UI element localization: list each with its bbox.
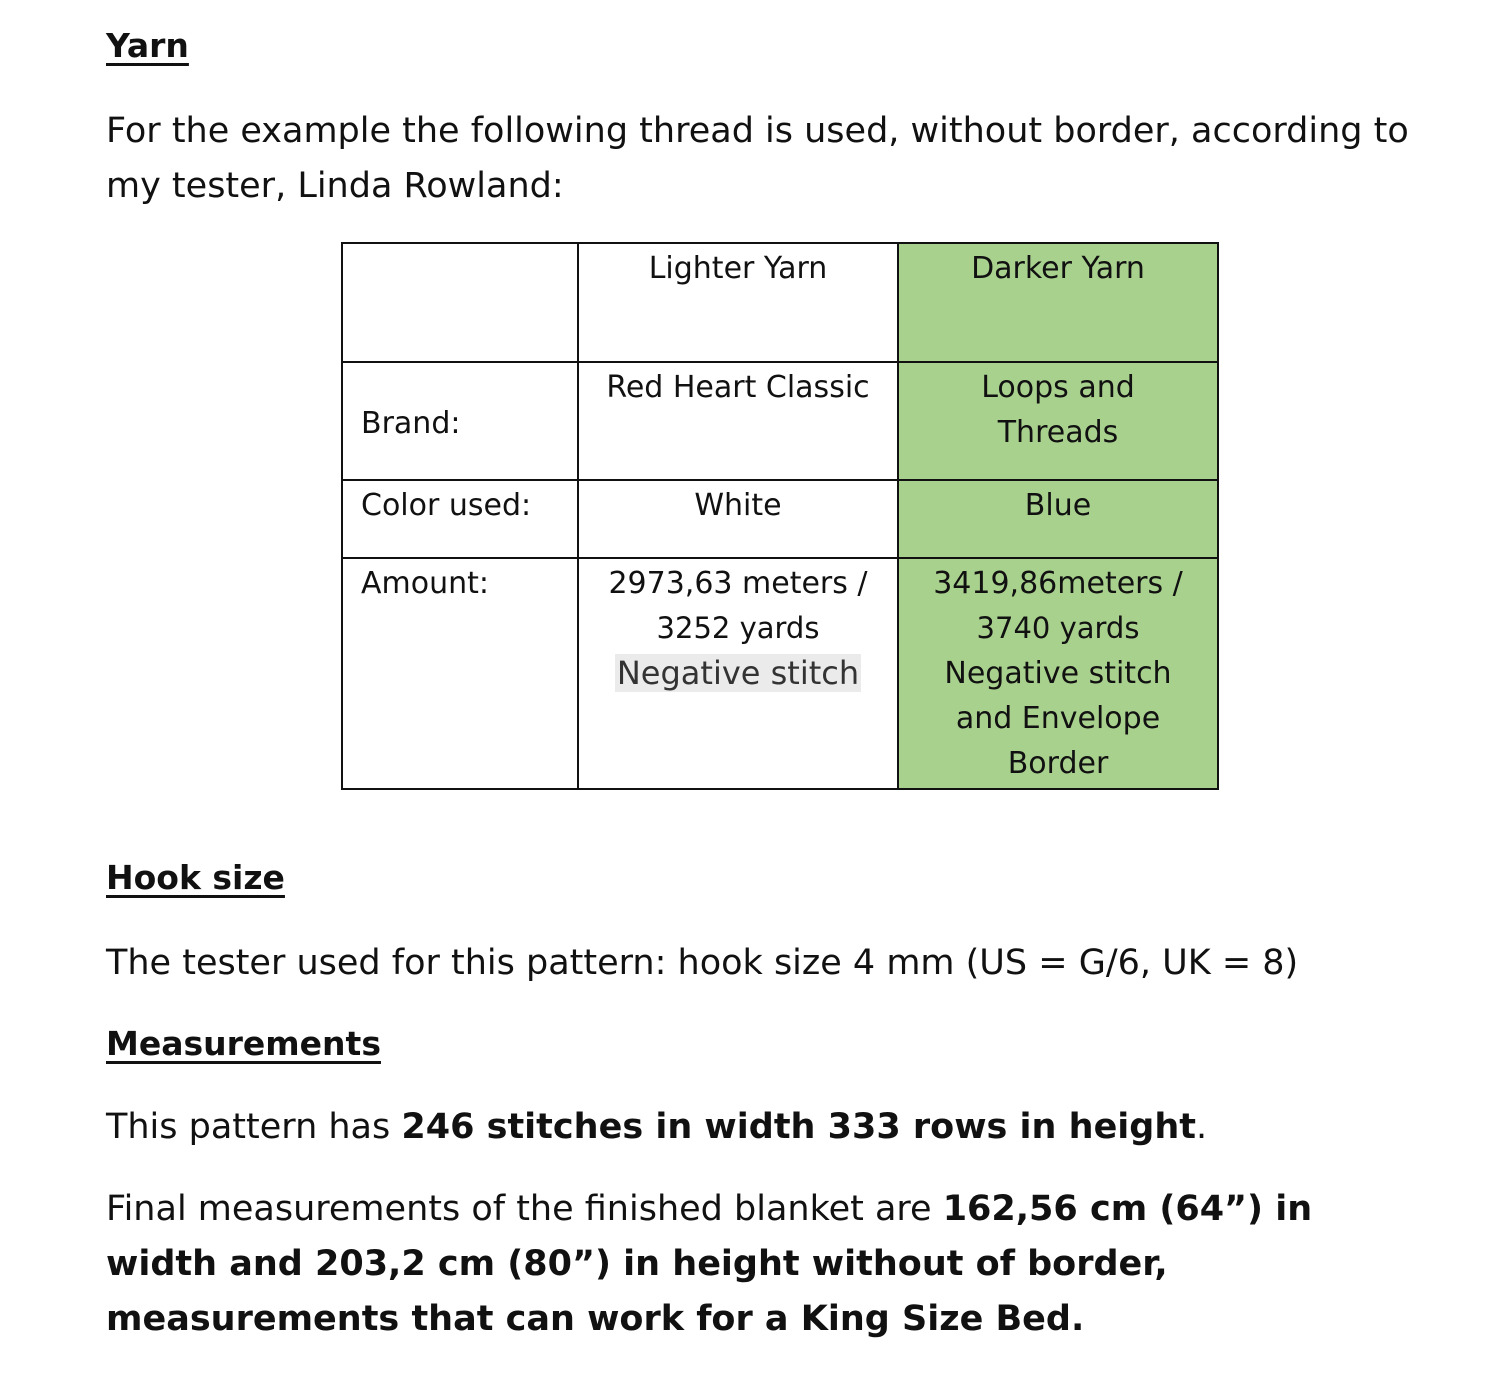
amount-darker-line2: 3740 yards [976, 611, 1140, 645]
yarn-table [341, 242, 1219, 790]
final-prefix: Final measurements of the finished blanket are [106, 1189, 943, 1229]
table-header-row [342, 243, 1218, 362]
table-row-brand [342, 362, 1218, 480]
lighter-yarn-label: Lighter Yarn [648, 251, 828, 286]
brand-darker-line2: Threads [997, 415, 1119, 450]
amount-lighter-cell [578, 558, 898, 789]
brand-label-cell [342, 362, 578, 480]
measurements-heading: Measurements [106, 1024, 381, 1063]
table-header-lighter [578, 243, 898, 362]
hook-size-heading: Hook size [106, 858, 285, 897]
amount-lighter-note: Negative stitch [616, 654, 860, 692]
color-label: Color used: [361, 488, 532, 523]
stitches-paragraph [106, 1100, 1416, 1155]
amount-label: Amount: [361, 566, 489, 601]
color-lighter-value: White [694, 488, 782, 523]
amount-darker-cell [898, 558, 1218, 789]
brand-darker-line1: Loops and [981, 370, 1135, 405]
amount-darker-note1: Negative stitch [944, 656, 1172, 691]
stitches-prefix: This pattern has [106, 1107, 402, 1147]
yarn-intro-text: For the example the following thread is used, without border, according to my tester, Linda Rowland: [106, 111, 1409, 206]
color-label-cell [342, 480, 578, 558]
amount-lighter-line2: 3252 yards [656, 611, 820, 645]
brand-lighter-value: Red Heart Classic [606, 370, 870, 405]
final-bold: 162,56 cm (64”) in width and 203,2 cm (80”) in height without of border, measurements that can work for a King Size Bed. [106, 1189, 1313, 1339]
brand-lighter-cell [578, 362, 898, 480]
table-row-amount [342, 558, 1218, 789]
color-lighter-cell [578, 480, 898, 558]
yarn-heading: Yarn [106, 26, 189, 65]
amount-darker-line1: 3419,86meters / [933, 566, 1183, 601]
stitches-suffix: . [1196, 1107, 1208, 1147]
amount-label-cell [342, 558, 578, 789]
amount-darker-note2: and Envelope [955, 701, 1161, 736]
table-row-color [342, 480, 1218, 558]
amount-darker-note3: Border [1007, 746, 1109, 781]
stitches-bold: 246 stitches in width 333 rows in height [401, 1107, 1197, 1147]
amount-lighter-line1: 2973,63 meters / [608, 566, 868, 601]
darker-yarn-label: Darker Yarn [971, 251, 1145, 286]
brand-label: Brand: [361, 406, 461, 441]
table-header-darker [898, 243, 1218, 362]
color-darker-cell [898, 480, 1218, 558]
final-measurements-paragraph [106, 1182, 1416, 1347]
hook-size-text: The tester used for this pattern: hook size 4 mm (US = G/6, UK = 8) [106, 943, 1299, 983]
table-header-empty-cell [342, 243, 578, 362]
color-darker-value: Blue [1024, 488, 1092, 523]
brand-darker-cell [898, 362, 1218, 480]
